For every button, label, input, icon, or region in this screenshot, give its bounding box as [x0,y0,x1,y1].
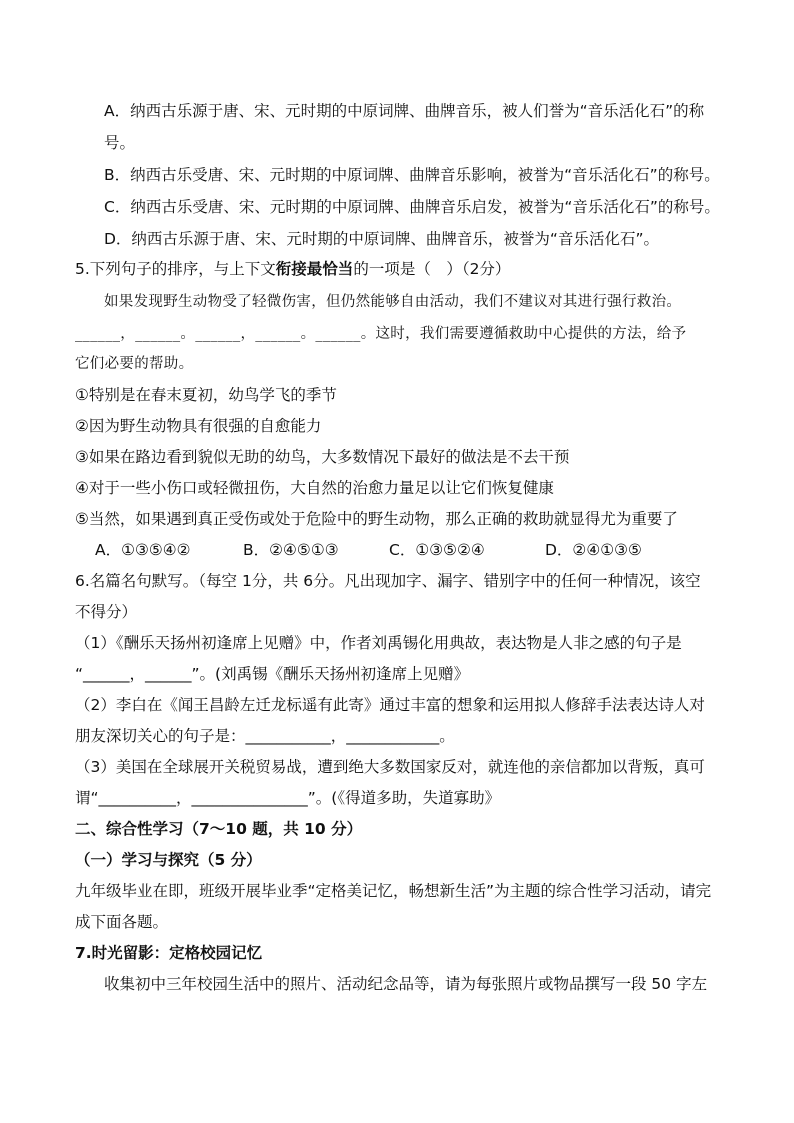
q5-stem-emphasis: 衔接最恰当 [275,260,354,278]
q5-choice-a: A．①③⑤④② [95,541,191,559]
q4-option-a-line1: A．纳西古乐源于唐、宋、元时期的中原词牌、曲牌音乐，被人们誉为“音乐活化石”的称 [104,102,705,120]
q5-choice-b: B．②④⑤①③ [243,541,339,559]
q6-stem-line1: 6.名篇名句默写。（每空 1分，共 6分。凡出现加字、漏字、错别字中的任何一种情况，该空 [75,572,701,590]
q6-part3-line2: 谓“__________，_______________”。(《得道多助，失道寡助》 [75,789,501,807]
q5-passage-line1: 如果发现野生动物受了轻微伤害，但仍然能够自由活动，我们不建议对其进行强行救治。 [104,294,682,310]
q5-stem-suffix: 的一项是（ ）（2分） [353,260,511,278]
section2-intro-line2: 成下面各题。 [75,913,169,931]
q6-part3-line1: （3）美国在全球展开关税贸易战，遭到绝大多数国家反对，就连他的亲信都加以背叛，真可 [75,758,705,776]
q5-choices [95,540,642,560]
q7-title: 7.时光留影：定格校园记忆 [75,944,263,962]
q4-option-a-line2: 号。 [104,134,136,152]
section2-subsection-1: （一）学习与探究（5 分） [75,851,262,869]
q5-sentence-2: ②因为野生动物具有很强的自愈能力 [75,417,322,435]
q6-part1-line1: （1）《酬乐天扬州初逢席上见赠》中，作者刘禹锡化用典故，表达物是人非之感的句子是 [75,634,682,652]
q6-part2-line2: 朋友深切关心的句子是：___________，____________。 [75,727,455,745]
q5-sentence-5: ⑤当然，如果遇到真正受伤或处于危险中的野生动物，那么正确的救助就显得尤为重要了 [75,510,678,528]
q4-option-d: D．纳西古乐源于唐、宋、元时期的中原词牌、曲牌音乐，被誉为“音乐活化石”。 [104,230,659,248]
q6-part1-line2: “______，______”。(刘禹锡《酬乐天扬州初逢席上见赠》 [75,665,470,683]
q5-sentence-3: ③如果在路边看到貌似无助的幼鸟，大多数情况下最好的做法是不去干预 [75,448,570,466]
q5-choice-d: D．②④①③⑤ [545,541,642,559]
q5-passage-line2: ______，______。______，______。______。这时，我们需要遵循救助中心提供的方法，给予 [75,326,687,342]
q5-choice-c: C．①③⑤②④ [389,541,485,559]
q5-sentence-4: ④对于一些小伤口或轻微扭伤，大自然的治愈力量足以让它们恢复健康 [75,479,554,497]
q6-stem-line2: 不得分） [75,603,138,621]
q5-sentence-1: ①特别是在春末夏初，幼鸟学飞的季节 [75,386,337,404]
q5-passage-line3: 它们必要的帮助。 [75,356,194,372]
q5-stem-prefix: 5.下列句子的排序，与上下文 [75,260,276,278]
q6-part2-line1: （2）李白在《闻王昌龄左迁龙标遥有此寄》通过丰富的想象和运用拟人修辞手法表达诗人对 [75,696,705,714]
q5-stem [75,259,510,279]
q7-line1: 收集初中三年校园生活中的照片、活动纪念品等，请为每张照片或物品撰写一段 50 字左 [104,975,708,993]
section2-title: 二、综合性学习（7～10 题，共 10 分） [75,820,363,838]
section2-intro-line1: 九年级毕业在即，班级开展毕业季“定格美记忆，畅想新生活”为主题的综合性学习活动，请完 [75,882,712,900]
q4-option-c: C．纳西古乐受唐、宋、元时期的中原词牌、曲牌音乐启发，被誉为“音乐活化石”的称号。 [104,198,720,216]
q4-option-b: B．纳西古乐受唐、宋、元时期的中原词牌、曲牌音乐影响，被誉为“音乐活化石”的称号。 [104,166,720,184]
